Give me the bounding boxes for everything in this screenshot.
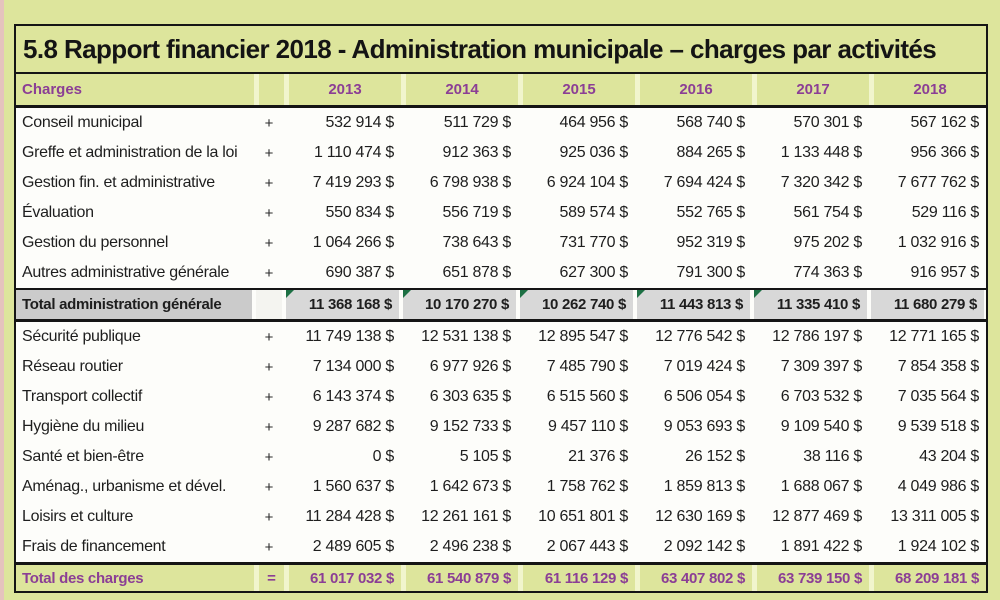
- total-amount-cell: 11 443 813 $: [637, 290, 750, 319]
- total-amount-cell: 61 017 032 $: [284, 565, 401, 591]
- amount-cell: 690 387 $: [325, 264, 394, 281]
- total-amount-cell: 61 540 879 $: [401, 565, 518, 591]
- amount-cell: 7 134 000 $: [312, 358, 394, 375]
- total-amount-cell: 68 209 181 $: [869, 565, 986, 591]
- row-label: Réseau routier: [22, 358, 123, 375]
- header-charges: Charges: [22, 81, 83, 98]
- amount-cell: 9 109 540 $: [780, 418, 862, 435]
- amount-cell: 912 363 $: [442, 144, 511, 161]
- table-row: [16, 168, 986, 198]
- amount-cell: 561 754 $: [793, 204, 862, 221]
- report-frame: [14, 24, 988, 593]
- total-admin-row: [16, 288, 986, 322]
- total-amount-cell: 10 262 740 $: [520, 290, 633, 319]
- table-header-row: [16, 74, 986, 108]
- amount-cell: 9 287 682 $: [312, 418, 394, 435]
- amount-cell: 511 729 $: [443, 114, 511, 131]
- amount-cell: 26 152 $: [685, 448, 745, 465]
- row-sign: +: [264, 388, 274, 406]
- amount-cell: 12 771 165 $: [889, 328, 979, 345]
- amount-cell: 2 067 443 $: [546, 538, 628, 555]
- total-charges-row: [16, 562, 986, 591]
- admin-section: [16, 108, 986, 288]
- row-label: Gestion fin. et administrative: [22, 174, 215, 191]
- amount-cell: 925 036 $: [559, 144, 628, 161]
- row-label: Transport collectif: [22, 388, 142, 405]
- row-sign: +: [264, 508, 274, 526]
- amount-cell: 4 049 986 $: [897, 478, 979, 495]
- row-sign: +: [264, 358, 274, 376]
- amount-cell: 12 877 469 $: [772, 508, 862, 525]
- amount-cell: 570 301 $: [793, 114, 862, 131]
- row-label: Frais de financement: [22, 538, 166, 555]
- amount-cell: 6 506 054 $: [663, 388, 745, 405]
- row-label: Hygiène du milieu: [22, 418, 145, 435]
- amount-cell: 12 786 197 $: [772, 328, 862, 345]
- amount-cell: 6 303 635 $: [429, 388, 511, 405]
- header-year-2013: 2013: [284, 74, 401, 105]
- amount-cell: 975 202 $: [793, 234, 862, 251]
- row-sign: +: [264, 538, 274, 556]
- header-year-2016: 2016: [635, 74, 752, 105]
- amount-cell: 7 019 424 $: [663, 358, 745, 375]
- total-amount-cell: 11 335 410 $: [754, 290, 867, 319]
- amount-cell: 1 688 067 $: [780, 478, 862, 495]
- table-row: [16, 108, 986, 138]
- table-row: [16, 412, 986, 442]
- row-label: Gestion du personnel: [22, 234, 169, 251]
- header-year-2017: 2017: [752, 74, 869, 105]
- activities-section: [16, 322, 986, 562]
- row-label: Santé et bien-être: [22, 448, 144, 465]
- amount-cell: 2 489 605 $: [312, 538, 394, 555]
- amount-cell: 7 694 424 $: [663, 174, 745, 191]
- amount-cell: 627 300 $: [559, 264, 628, 281]
- amount-cell: 12 261 161 $: [421, 508, 511, 525]
- row-sign: +: [264, 144, 274, 162]
- table-row: [16, 352, 986, 382]
- amount-cell: 12 531 138 $: [421, 328, 511, 345]
- row-sign: +: [264, 328, 274, 346]
- amount-cell: 567 162 $: [910, 114, 979, 131]
- amount-cell: 916 957 $: [910, 264, 979, 281]
- amount-cell: 6 977 926 $: [429, 358, 511, 375]
- row-label: Évaluation: [22, 204, 94, 221]
- amount-cell: 12 776 542 $: [655, 328, 745, 345]
- total-amount-cell: 63 407 802 $: [635, 565, 752, 591]
- amount-cell: 464 956 $: [559, 114, 628, 131]
- amount-cell: 1 560 637 $: [312, 478, 394, 495]
- amount-cell: 7 854 358 $: [897, 358, 979, 375]
- total-amount-cell: 10 170 270 $: [403, 290, 516, 319]
- amount-cell: 9 053 693 $: [663, 418, 745, 435]
- amount-cell: 6 143 374 $: [312, 388, 394, 405]
- amount-cell: 2 496 238 $: [429, 538, 511, 555]
- amount-cell: 7 320 342 $: [780, 174, 862, 191]
- table-row: [16, 502, 986, 532]
- header-sign-col: [254, 74, 284, 105]
- amount-cell: 1 924 102 $: [897, 538, 979, 555]
- amount-cell: 21 376 $: [568, 448, 628, 465]
- row-sign: +: [264, 234, 274, 252]
- amount-cell: 13 311 005 $: [890, 508, 979, 525]
- amount-cell: 651 878 $: [442, 264, 511, 281]
- amount-cell: 6 798 938 $: [429, 174, 511, 191]
- amount-cell: 43 204 $: [919, 448, 979, 465]
- amount-cell: 529 116 $: [911, 204, 979, 221]
- total-amount-cell: 63 739 150 $: [752, 565, 869, 591]
- amount-cell: 556 719 $: [442, 204, 511, 221]
- amount-cell: 952 319 $: [676, 234, 745, 251]
- amount-cell: 738 643 $: [442, 234, 511, 251]
- row-sign: +: [264, 174, 274, 192]
- row-sign: +: [264, 114, 274, 132]
- amount-cell: 1 642 673 $: [429, 478, 511, 495]
- header-year-2018: 2018: [869, 74, 986, 105]
- amount-cell: 589 574 $: [559, 204, 628, 221]
- amount-cell: 7 035 564 $: [897, 388, 979, 405]
- table-row: [16, 258, 986, 288]
- amount-cell: 6 703 532 $: [780, 388, 862, 405]
- amount-cell: 1 133 448 $: [780, 144, 862, 161]
- total-amount-cell: 11 368 168 $: [286, 290, 399, 319]
- row-sign: +: [264, 264, 274, 282]
- row-sign: +: [264, 418, 274, 436]
- row-label: Loisirs et culture: [22, 508, 134, 525]
- total-charges-label: Total des charges: [22, 569, 144, 587]
- table-row: [16, 532, 986, 562]
- amount-cell: 7 677 762 $: [897, 174, 979, 191]
- amount-cell: 731 770 $: [559, 234, 628, 251]
- amount-cell: 956 366 $: [910, 144, 979, 161]
- page-title: 5.8 Rapport financier 2018 - Administration municipale – charges par activités: [23, 33, 937, 64]
- header-year-2014: 2014: [401, 74, 518, 105]
- table-row: [16, 198, 986, 228]
- row-label: Greffe et administration de la loi: [22, 144, 238, 161]
- amount-cell: 6 924 104 $: [546, 174, 628, 191]
- row-sign: +: [264, 478, 274, 496]
- amount-cell: 532 914 $: [325, 114, 394, 131]
- amount-cell: 550 834 $: [325, 204, 394, 221]
- table-row: [16, 472, 986, 502]
- amount-cell: 1 110 474 $: [313, 144, 394, 161]
- amount-cell: 9 539 518 $: [897, 418, 979, 435]
- table-row: [16, 382, 986, 412]
- total-admin-label: Total administration générale: [16, 290, 252, 319]
- table-row: [16, 138, 986, 168]
- row-label: Conseil municipal: [22, 114, 143, 131]
- amount-cell: 2 092 142 $: [663, 538, 745, 555]
- amount-cell: 552 765 $: [676, 204, 745, 221]
- title-bar: [16, 26, 986, 74]
- table-row: [16, 442, 986, 472]
- left-edge-artifact: [0, 0, 4, 600]
- amount-cell: 38 116 $: [803, 448, 862, 465]
- amount-cell: 791 300 $: [676, 264, 745, 281]
- total-amount-cell: 11 680 279 $: [871, 290, 984, 319]
- total-charges-sign: =: [254, 565, 284, 591]
- amount-cell: 11 749 138 $: [305, 328, 394, 345]
- amount-cell: 0 $: [372, 448, 394, 465]
- amount-cell: 568 740 $: [676, 114, 745, 131]
- table-row: [16, 322, 986, 352]
- amount-cell: 1 064 266 $: [312, 234, 394, 251]
- amount-cell: 7 419 293 $: [312, 174, 394, 191]
- total-amount-cell: 61 116 129 $: [518, 565, 635, 591]
- row-label: Aménag., urbanisme et dével.: [22, 478, 227, 495]
- row-sign: +: [264, 204, 274, 222]
- amount-cell: 774 363 $: [793, 264, 862, 281]
- amount-cell: 884 265 $: [676, 144, 745, 161]
- amount-cell: 9 457 110 $: [547, 418, 628, 435]
- amount-cell: 1 032 916 $: [897, 234, 979, 251]
- amount-cell: 7 485 790 $: [546, 358, 628, 375]
- amount-cell: 5 105 $: [459, 448, 511, 465]
- amount-cell: 10 651 801 $: [538, 508, 628, 525]
- amount-cell: 6 515 560 $: [546, 388, 628, 405]
- header-year-2015: 2015: [518, 74, 635, 105]
- row-label: Sécurité publique: [22, 328, 141, 345]
- row-sign: +: [264, 448, 274, 466]
- amount-cell: 12 895 547 $: [538, 328, 628, 345]
- amount-cell: 1 891 422 $: [780, 538, 862, 555]
- total-admin-sign: [256, 290, 282, 319]
- amount-cell: 1 859 813 $: [663, 478, 745, 495]
- row-label: Autres administrative générale: [22, 264, 230, 281]
- amount-cell: 1 758 762 $: [546, 478, 628, 495]
- amount-cell: 12 630 169 $: [655, 508, 745, 525]
- amount-cell: 9 152 733 $: [429, 418, 511, 435]
- table-row: [16, 228, 986, 258]
- amount-cell: 7 309 397 $: [780, 358, 862, 375]
- amount-cell: 11 284 428 $: [305, 508, 394, 525]
